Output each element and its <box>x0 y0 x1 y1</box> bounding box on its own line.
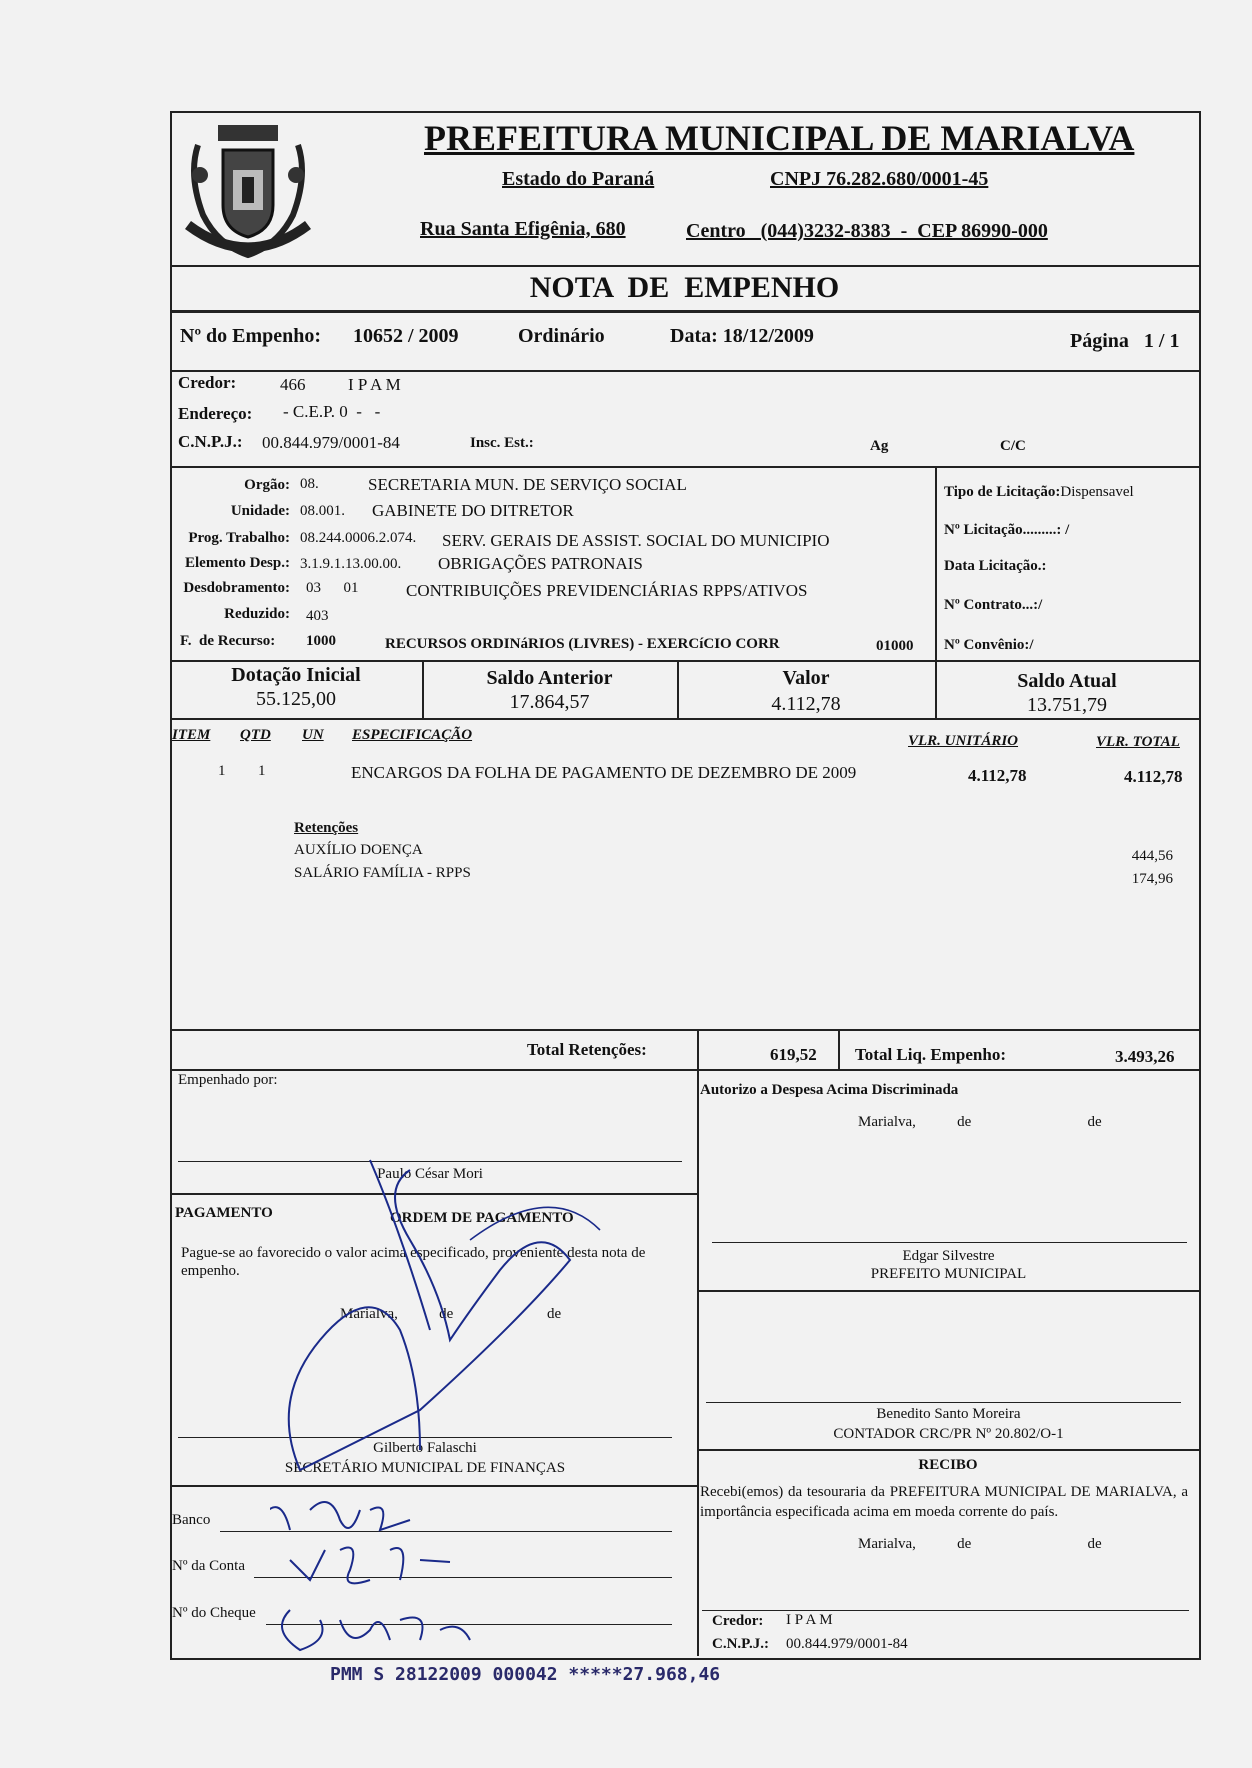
convenio-number: Nº Convênio:/ <box>944 637 1034 653</box>
divider <box>697 1449 1199 1451</box>
insc-est-label: Insc. Est.: <box>470 435 534 451</box>
handwritten-signature <box>270 1150 690 1670</box>
elemento-name: OBRIGAÇÕES PATRONAIS <box>438 554 643 573</box>
valor-label: Valor <box>782 667 830 689</box>
contrato-number: Nº Contrato...:/ <box>944 597 1043 613</box>
banco-label: Banco <box>172 1512 211 1528</box>
valor-value: 4.112,78 <box>771 693 841 715</box>
payment-stamp: PMM S 28122009 000042 *****27.968,46 <box>330 1664 721 1685</box>
fonte-recurso-name: RECURSOS ORDINáRIOS (LIVRES) - EXERCíCIO CORR <box>385 636 780 652</box>
retencao-name: SALÁRIO FAMÍLIA - RPPS <box>294 865 471 881</box>
prog-trabalho-label: Prog. Trabalho: <box>188 530 290 546</box>
item-qtd: 1 <box>258 763 266 779</box>
credor-label: Credor: <box>178 373 237 392</box>
orgao-label: Orgão: <box>244 477 290 493</box>
divider <box>697 1029 699 1069</box>
pagamento-date-line: Marialva, de de <box>340 1306 562 1322</box>
retencoes-title: Retenções <box>294 820 359 836</box>
saldo-anterior-value: 17.864,57 <box>509 691 590 713</box>
recibo-date-line: Marialva, de de <box>858 1536 1102 1552</box>
divider <box>170 370 1199 372</box>
divider <box>170 466 1199 468</box>
col-header-vlr-unitario: VLR. UNITÁRIO <box>908 733 1019 749</box>
signature-line <box>706 1402 1181 1403</box>
cc-label: C/C <box>1000 438 1026 454</box>
retencao-value: 444,56 <box>1131 848 1173 864</box>
unidade-code: 08.001. <box>300 503 345 519</box>
saldo-anterior-label: Saldo Anterior <box>486 667 613 689</box>
fonte-recurso-code: 1000 <box>306 633 336 649</box>
dotacao-label: Dotação Inicial <box>231 664 361 686</box>
fonte-recurso-extra: 01000 <box>876 638 914 654</box>
item-unit-value: 4.112,78 <box>968 766 1027 785</box>
licitacao-number: Nº Licitação.........: / <box>944 522 1070 538</box>
doc-title: NOTA DE EMPENHO <box>529 271 840 304</box>
fonte-recurso-label: F. de Recurso: <box>180 633 276 649</box>
divider <box>697 1290 1199 1292</box>
recibo-credor-label: Credor: <box>712 1613 764 1629</box>
divider <box>170 1069 1199 1071</box>
autorizo-text: Autorizo a Despesa Acima Discriminada <box>700 1082 959 1098</box>
total-liquido-value: 3.493,26 <box>1115 1047 1175 1066</box>
divider <box>697 1069 699 1656</box>
secretario-title: SECRETÁRIO MUNICIPAL DE FINANÇAS <box>284 1460 566 1476</box>
divider <box>170 310 1199 313</box>
org-contact: Centro (044)3232-8383 - CEP 86990-000 <box>686 220 1048 242</box>
recibo-credor-name: I P A M <box>786 1612 833 1628</box>
item-total-value: 4.112,78 <box>1124 767 1183 786</box>
reduzido-code: 403 <box>306 608 329 624</box>
elemento-label: Elemento Desp.: <box>185 555 290 571</box>
page-number: Página 1 / 1 <box>1070 330 1180 352</box>
contador-name: Benedito Santo Moreira <box>876 1406 1021 1422</box>
recibo-text: Recebi(emos) da tesouraria da PREFEITURA MUNICIPAL DE MARIALVA, a importância especificada acima em moeda corrente do país. <box>700 1484 1188 1520</box>
retencao-name: AUXÍLIO DOENÇA <box>294 842 423 858</box>
prefeito-title: PREFEITO MUNICIPAL <box>870 1266 1027 1282</box>
credor-name: I P A M <box>348 375 401 394</box>
item-description: ENCARGOS DA FOLHA DE PAGAMENTO DE DEZEMBRO DE 2009 <box>351 763 857 782</box>
empenhado-label: Empenhado por: <box>178 1072 278 1088</box>
total-retencoes-label: Total Retenções: <box>527 1040 647 1059</box>
secretario-name: Gilberto Falaschi <box>373 1440 477 1456</box>
col-header-qtd: QTD <box>240 727 271 743</box>
ordem-pagamento-title: ORDEM DE PAGAMENTO <box>390 1210 574 1226</box>
pagamento-text: Pague-se ao favorecido o valor acima especificado, proveniente desta nota de empenho. <box>181 1245 646 1279</box>
desdobramento-label: Desdobramento: <box>183 580 290 596</box>
unidade-label: Unidade: <box>230 503 290 519</box>
cheque-label: Nº do Cheque <box>172 1605 256 1621</box>
orgao-code: 08. <box>300 476 319 492</box>
desdobramento-name: CONTRIBUIÇÕES PREVIDENCIÁRIAS RPPS/ATIVOS <box>406 581 808 600</box>
licitacao-type-value: Dispensavel <box>1060 484 1134 500</box>
prefeito-name: Edgar Silvestre <box>902 1248 995 1264</box>
retencao-value: 174,96 <box>1131 871 1173 887</box>
total-liquido-label: Total Liq. Empenho: <box>855 1045 1006 1064</box>
ag-label: Ag <box>870 438 889 454</box>
reduzido-label: Reduzido: <box>224 606 290 622</box>
col-header-vlr-total: VLR. TOTAL <box>1096 734 1180 750</box>
recibo-title: RECIBO <box>918 1457 978 1473</box>
divider <box>170 1029 1199 1031</box>
credor-address: - C.E.P. 0 - - <box>283 402 381 421</box>
divider <box>170 660 1199 662</box>
licitacao-type-label: Tipo de Licitação: <box>944 484 1061 500</box>
address-label: Endereço: <box>178 404 253 423</box>
col-header-un: UN <box>302 727 324 743</box>
dotacao-value: 55.125,00 <box>256 688 336 710</box>
divider <box>170 718 1199 720</box>
elemento-code: 3.1.9.1.13.00.00. <box>300 556 402 572</box>
recibo-cnpj: 00.844.979/0001-84 <box>786 1636 908 1652</box>
saldo-atual-value: 13.751,79 <box>1027 694 1107 716</box>
signature-line <box>702 1610 1189 1611</box>
autorizo-date-line: Marialva, de de <box>858 1114 1102 1130</box>
empenho-date: Data: 18/12/2009 <box>670 325 814 347</box>
orgao-name: SECRETARIA MUN. DE SERVIÇO SOCIAL <box>368 475 687 494</box>
pagamento-label: PAGAMENTO <box>175 1205 273 1221</box>
org-address: Rua Santa Efigênia, 680 <box>420 218 626 240</box>
empenhado-name: Paulo César Mori <box>377 1166 483 1182</box>
col-header-especificacao: ESPECIFICAÇÃO <box>352 727 473 743</box>
empenho-type: Ordinário <box>518 325 605 347</box>
prog-trabalho-code: 08.244.0006.2.074. <box>300 530 417 546</box>
item-number: 1 <box>218 763 226 779</box>
divider <box>935 466 937 660</box>
empenho-number: 10652 / 2009 <box>353 325 459 347</box>
org-title: PREFEITURA MUNICIPAL DE MARIALVA <box>424 118 1135 158</box>
total-retencoes-value: 619,52 <box>770 1045 817 1064</box>
desdobramento-code: 03 01 <box>306 580 359 596</box>
conta-label: Nº da Conta <box>172 1558 245 1574</box>
credor-cnpj: 00.844.979/0001-84 <box>262 433 400 452</box>
recibo-cnpj-label: C.N.P.J.: <box>712 1636 769 1652</box>
empenho-number-label: Nº do Empenho: <box>180 325 322 347</box>
col-header-item: ITEM <box>172 727 211 743</box>
org-cnpj: CNPJ 76.282.680/0001-45 <box>770 168 989 190</box>
contador-title: CONTADOR CRC/PR Nº 20.802/O-1 <box>833 1426 1064 1442</box>
saldo-atual-label: Saldo Atual <box>1017 670 1117 692</box>
state-name: Estado do Paraná <box>502 168 655 190</box>
licitacao-type <box>944 484 1134 501</box>
credor-code: 466 <box>280 375 306 394</box>
municipal-coat-of-arms-logo <box>178 105 318 260</box>
licitacao-date: Data Licitação.: <box>944 558 1047 574</box>
credor-cnpj-label: C.N.P.J.: <box>178 432 243 451</box>
divider <box>838 1029 840 1069</box>
signature-line <box>712 1242 1187 1243</box>
prog-trabalho-name: SERV. GERAIS DE ASSIST. SOCIAL DO MUNICIPIO <box>442 531 830 550</box>
unidade-name: GABINETE DO DITRETOR <box>372 501 574 520</box>
